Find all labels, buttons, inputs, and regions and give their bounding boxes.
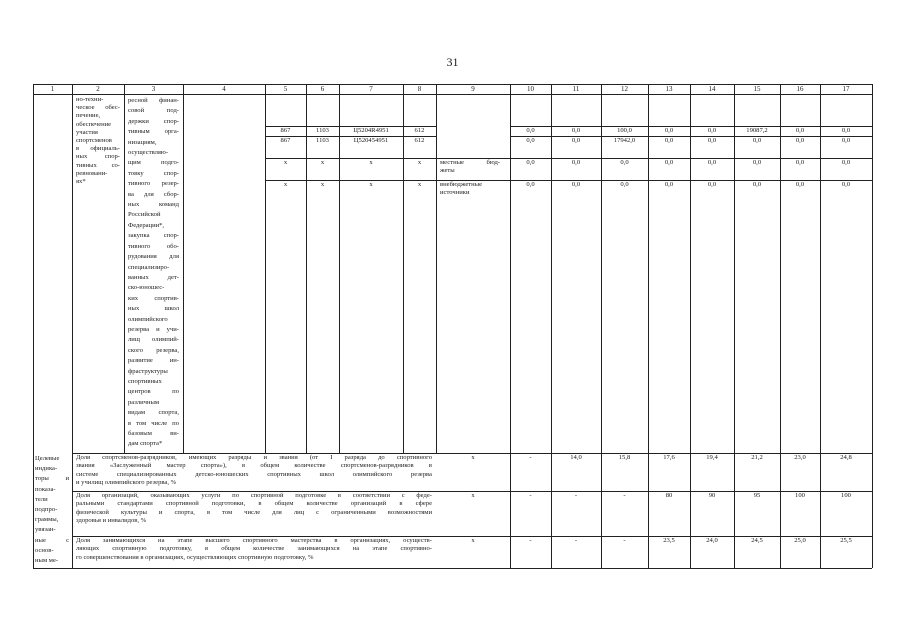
column-number-header: 10 <box>527 85 534 93</box>
text-line: ванных дет- <box>128 273 179 281</box>
finance-value: 0,0 <box>526 127 535 134</box>
text-line: держки спор- <box>128 117 179 125</box>
column-number-header: 13 <box>665 85 673 93</box>
text-line: ческое обес- <box>76 104 120 112</box>
text-line: основ- <box>35 546 54 554</box>
text-line: резерва и учи- <box>128 325 179 333</box>
indicator-value: 17,6 <box>663 454 675 461</box>
page-number: 31 <box>446 55 459 69</box>
column-number-header: 9 <box>471 85 475 93</box>
text-line: обеспечение <box>76 120 112 128</box>
indicator-value: 25,5 <box>840 537 852 544</box>
table-rule <box>33 568 872 569</box>
indicator-value: 80 <box>665 492 673 499</box>
text-line: специализиро- <box>128 263 170 271</box>
finance-value: 0,0 <box>571 159 581 166</box>
text-line: в официаль- <box>76 145 120 153</box>
text-line: тивного обо- <box>128 242 179 250</box>
text-line: различным <box>128 398 160 406</box>
finance-value: 0,0 <box>620 159 629 166</box>
finance-section: х <box>320 181 325 188</box>
text-line: ных спор- <box>76 153 120 161</box>
column-number-header: 14 <box>708 85 716 93</box>
finance-value: 0,0 <box>571 127 581 134</box>
text-line: ях* <box>76 178 86 186</box>
text-line: тели <box>35 495 48 503</box>
text-line: ные с <box>35 536 69 544</box>
indicator-value: 19,4 <box>706 454 718 461</box>
finance-value: 0,0 <box>526 137 535 144</box>
indicator-value: 24,8 <box>840 454 852 461</box>
finance-expense-type: 612 <box>414 137 425 144</box>
finance-value: 19087,2 <box>746 127 768 134</box>
indicator-value: 95 <box>753 492 761 499</box>
table-rule <box>33 84 34 568</box>
text-line: ральными стандартами спортивной подготовки, в общем количестве организаций в сфере <box>76 500 432 508</box>
text-line: закупка спор- <box>128 232 179 240</box>
text-line: ляющих спортивную подготовку, в общем количестве занимающихся на этапе спортивно- <box>76 545 432 553</box>
indicator-value: - <box>529 454 532 461</box>
finance-value: 0,0 <box>571 137 581 144</box>
finance-grbs: 867 <box>280 137 291 144</box>
column-number-header: 16 <box>796 85 804 93</box>
indicator-value: 100 <box>795 492 805 499</box>
text-line: Российской <box>128 211 161 219</box>
column-number-header: 3 <box>151 85 156 93</box>
indicators-label <box>35 454 69 566</box>
finance-grbs: х <box>283 181 288 188</box>
indicator-value: - <box>574 492 578 499</box>
objective-description <box>76 96 120 186</box>
text-line: ского резерва, <box>128 346 179 354</box>
text-line: видам спорта, <box>128 409 179 417</box>
text-line: Доля занимающихся на этапе высшего спортивного мастерства в организациях, осуществ- <box>76 537 432 544</box>
text-line: и училищ олимпийского резерва, % <box>76 479 177 487</box>
table-rule <box>436 84 437 453</box>
indicator-value: 25,0 <box>794 537 806 544</box>
finance-section: 1103 <box>316 127 329 134</box>
text-line: дам спорта* <box>128 440 163 448</box>
text-line: в том числе по <box>128 419 179 427</box>
indicator-value: - <box>574 537 578 544</box>
indicator-text <box>76 537 432 562</box>
text-line: тивного резер- <box>128 180 179 188</box>
finance-target-article: Ц5204R4951 <box>353 127 389 134</box>
text-line: звания «Заслуженный мастер спорта»), в общем количестве спортсменов-разрядников в <box>76 462 432 470</box>
indicator-value: 14,0 <box>570 454 582 461</box>
text-line: источники <box>440 189 470 197</box>
finance-value: 0,0 <box>752 137 762 144</box>
finance-grbs: х <box>283 159 288 166</box>
text-line: ресной финан- <box>128 97 179 104</box>
indicator-text <box>76 492 432 526</box>
text-line: щим подго- <box>128 159 179 167</box>
finance-value: 0,0 <box>707 127 717 134</box>
column-number-header: 1 <box>50 85 55 93</box>
text-line: совой под- <box>128 107 179 115</box>
text-line: печение, <box>76 112 101 120</box>
indicator-value: - <box>623 492 626 499</box>
table-rule <box>872 84 873 568</box>
finance-target-article: Ц520454951 <box>353 137 389 144</box>
text-line: но-техни- <box>76 96 104 103</box>
finance-target-article: х <box>369 159 373 166</box>
finance-grbs: 867 <box>280 127 291 134</box>
text-line: ных школ <box>128 305 179 313</box>
text-line: ревновани- <box>76 169 108 177</box>
text-line: Целевые <box>35 455 60 462</box>
column-number-header: 6 <box>320 85 325 93</box>
text-line: спортивных <box>128 377 162 385</box>
text-line: олимпийского <box>128 315 168 323</box>
text-line: показа- <box>35 485 56 493</box>
text-line: подпро- <box>35 506 58 514</box>
text-line: системе специализированных детско-юношеских спортивных школ олимпийского резерва <box>76 470 432 478</box>
column-number-header: 12 <box>621 85 628 93</box>
column-number-header: 11 <box>572 85 580 93</box>
indicator-value: 15,8 <box>618 454 631 461</box>
text-line: ва для сбор- <box>128 190 179 198</box>
finance-target-article: х <box>369 181 373 188</box>
column-number-header: 4 <box>222 85 226 93</box>
indicator-value: 23,5 <box>663 537 675 544</box>
text-line: ких спортив- <box>128 294 179 302</box>
indicator-text <box>76 454 432 488</box>
text-line: граммы, <box>35 516 59 524</box>
indicator-value: 24,0 <box>706 537 718 544</box>
finance-value: 0,0 <box>795 127 805 134</box>
finance-value: 0,0 <box>841 137 851 144</box>
text-line: здоровья и инвалидов, % <box>76 517 147 525</box>
text-line: товку спор- <box>128 169 179 177</box>
text-line: Доля организаций, оказывающих услуги по спортивной подготовке в соответствии с феде- <box>76 492 432 499</box>
finance-value: 0,0 <box>664 159 674 166</box>
indicator-value: 100 <box>841 492 851 499</box>
text-line: го совершенствования в организациях, осуществляющих спортивную подготовку, % <box>76 553 314 561</box>
indicator-source: х <box>471 537 475 544</box>
indicator-value: 90 <box>708 492 716 499</box>
indicator-value: 24,5 <box>751 537 763 544</box>
text-line: ско-юношес- <box>128 284 165 292</box>
text-line: тивных со- <box>76 161 120 169</box>
indicator-source: х <box>471 492 475 499</box>
finance-value: 0,0 <box>571 181 581 188</box>
column-number-header: 8 <box>417 85 422 93</box>
text-line: физической культуры и спорта, в том числе для лиц с ограниченными возможностями <box>76 508 432 516</box>
finance-value: 0,0 <box>707 181 717 188</box>
column-number-header: 5 <box>283 85 288 93</box>
text-line: фраструктуры <box>128 367 168 375</box>
finance-value: 0,0 <box>526 159 535 166</box>
text-line: низациям, <box>128 138 157 146</box>
finance-section: х <box>320 159 325 166</box>
text-line: ным ме- <box>35 557 59 565</box>
indicator-source: х <box>471 454 475 461</box>
column-number-header: 7 <box>369 85 373 93</box>
text-line: индика- <box>35 465 58 473</box>
text-line: местные бюд- <box>440 159 500 166</box>
finance-expense-type: 612 <box>414 127 425 134</box>
text-line: торы и <box>35 475 69 483</box>
text-line: осуществляю- <box>128 149 169 157</box>
text-line: базовым ви- <box>128 430 179 437</box>
finance-value: 0,0 <box>526 181 535 188</box>
finance-value: 0,0 <box>707 137 717 144</box>
finance-value: 0,0 <box>752 181 762 188</box>
indicator-value: 21,2 <box>751 454 763 461</box>
column-number-header: 17 <box>842 85 850 93</box>
text-line: жеты <box>440 167 455 175</box>
text-line: спортсменов <box>76 137 112 145</box>
finance-value: 100,0 <box>617 127 632 134</box>
finance-value: 0,0 <box>664 127 674 134</box>
table-rule <box>183 84 184 453</box>
column-number-header: 2 <box>96 85 100 93</box>
finance-value: 0,0 <box>752 159 762 166</box>
column-number-header: 15 <box>753 85 761 93</box>
finance-section: 1103 <box>316 137 329 144</box>
finance-value: 0,0 <box>841 159 851 166</box>
finance-value: 0,0 <box>841 181 851 188</box>
finance-expense-type: х <box>417 181 422 188</box>
text-line: внебюджетные <box>440 181 483 188</box>
finance-value: 0,0 <box>707 159 717 166</box>
finance-value: 0,0 <box>795 181 805 188</box>
text-line: лищ олимпий- <box>128 336 179 344</box>
text-line: центров по <box>128 388 179 396</box>
funding-source <box>440 159 500 175</box>
finance-expense-type: х <box>417 159 422 166</box>
text-line: развитие ин- <box>128 357 179 365</box>
text-line: увязан- <box>35 526 56 534</box>
text-line: тивным орга- <box>128 128 179 136</box>
finance-value: 0,0 <box>664 181 674 188</box>
indicator-value: - <box>623 537 626 544</box>
finance-value: 0,0 <box>841 127 851 134</box>
text-line: рудования для <box>128 253 179 261</box>
indicator-value: 23,0 <box>794 454 806 461</box>
text-line: Доля спортсменов-разрядников, имеющих разряды и звания (от I разряда до спортивного <box>76 454 432 461</box>
finance-value: 0,0 <box>795 137 805 144</box>
indicator-value: - <box>529 537 532 544</box>
text-line: ных команд <box>128 201 179 209</box>
table-rule <box>124 84 125 453</box>
measure-description <box>128 96 179 450</box>
text-line: участия <box>76 128 98 136</box>
text-line: Федерации*, <box>128 221 165 229</box>
indicator-value: - <box>529 492 532 499</box>
funding-source <box>440 181 500 197</box>
finance-value: 0,0 <box>620 181 629 188</box>
table-rule <box>72 84 73 568</box>
finance-value: 0,0 <box>795 159 805 166</box>
finance-value: 17942,0 <box>613 137 636 144</box>
finance-value: 0,0 <box>664 137 674 144</box>
table-rule <box>33 94 872 95</box>
